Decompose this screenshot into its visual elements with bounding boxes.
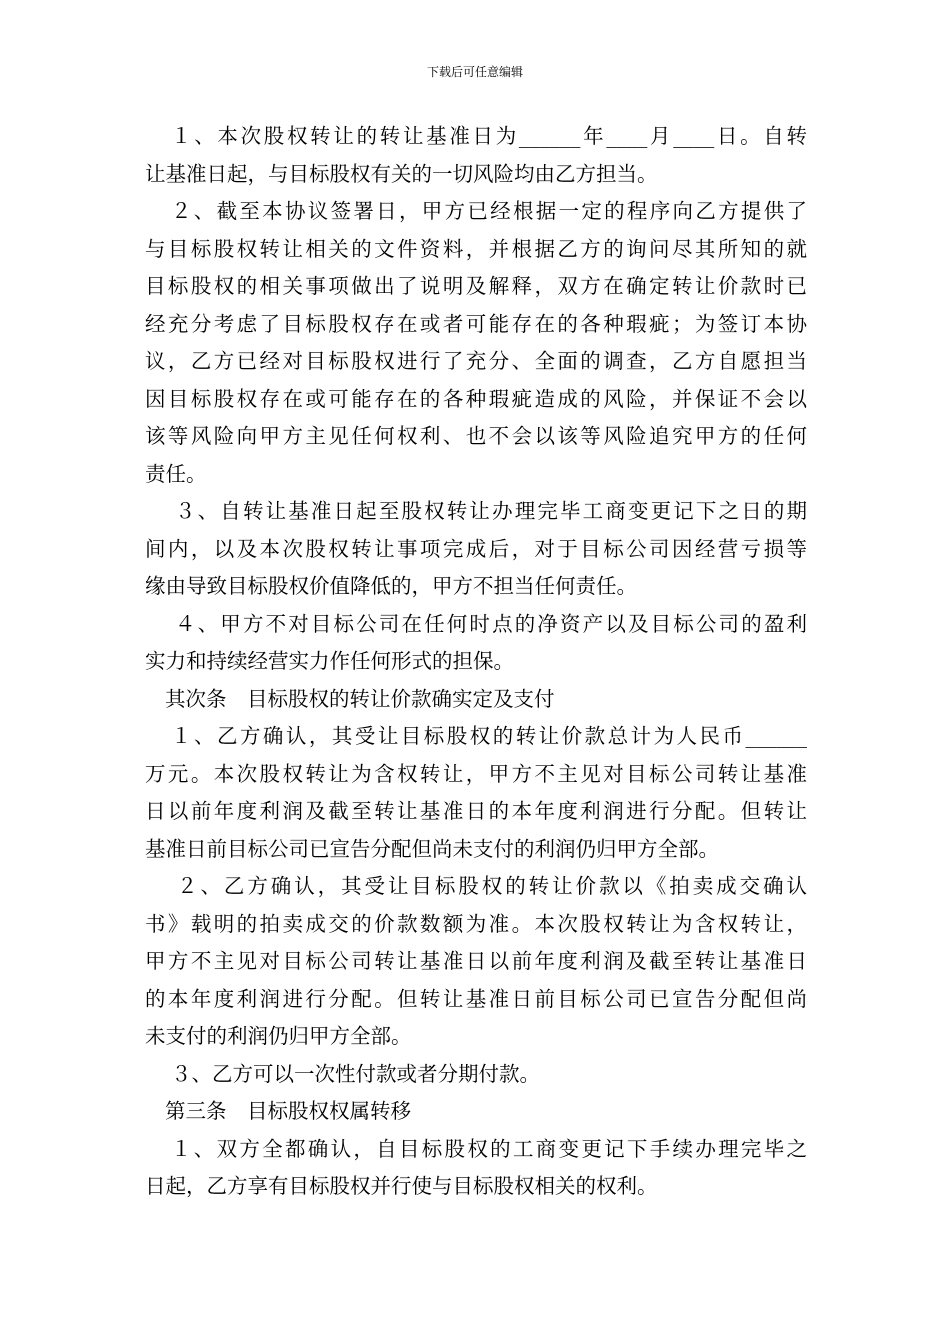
page-header-note: 下载后可任意编辑 [426,65,523,79]
clause-1-paragraph-2 [145,193,807,493]
text-line: 责任。 [145,461,207,486]
text-line: 让基准日起，与目标股权有关的一切风险均由乙方担当。 [145,161,658,186]
text-line: 实力和持续经营实力作任何形式的担保。 [145,649,514,673]
text-line: ３、乙方可以一次性付款或者分期付款。 [171,1061,540,1086]
text-line: ４、甲方不对目标公司在任何时点的净资产以及目标公司的盈利 [175,611,807,636]
document-body [145,118,807,1206]
text-line: 缘由导致目标股权价值降低的，甲方不担当任何责任。 [145,574,637,598]
text-line: 因目标股权存在或可能存在的各种瑕疵造成的风险，并保证不会以 [145,386,807,411]
text-line: 未支付的利润仍归甲方全部。 [145,1024,412,1048]
text-line: 基准日前目标公司已宣告分配但尚未支付的利润仍归甲方全部。 [145,836,719,861]
text-line: １、乙方确认，其受让目标股权的转让价款总计为人民币______ [171,724,807,748]
text-line: 该等风险向甲方主见任何权利、也不会以该等风险追究甲方的任何 [145,424,807,448]
clause-2-paragraph-1 [145,718,807,868]
section-heading: 其次条 目标股权的转让价款确实定及支付 [165,686,555,711]
text-line: ３、自转让基准日起至股权转让办理完毕工商变更记下之日的期 [175,499,807,523]
text-line: 日起，乙方享有目标股权并行使与目标股权相关的权利。 [145,1174,658,1198]
text-line: 的本年度利润进行分配。但转让基准日前目标公司已宣告分配但尚 [145,986,807,1011]
clause-1-paragraph-4 [145,606,807,681]
text-line: ２、截至本协议签署日，甲方已经根据一定的程序向乙方提供了 [171,199,807,223]
clause-1-paragraph-1 [145,118,807,193]
text-line: 万元。本次股权转让为含权转让，甲方不主见对目标公司转让基准 [145,761,807,786]
text-line: 议，乙方已经对目标股权进行了充分、全面的调查，乙方自愿担当 [145,349,807,373]
clause-2-paragraph-3 [145,1056,807,1094]
text-line: 间内，以及本次股权转让事项完成后，对于目标公司因经营亏损等 [145,536,807,561]
clause-1-paragraph-3 [145,493,807,606]
text-line: 日以前年度利润及截至转让基准日的本年度利润进行分配。但转让 [145,799,807,823]
text-line: １、双方全都确认，自目标股权的工商变更记下手续办理完毕之 [171,1136,807,1161]
article-3-heading [145,1093,807,1131]
text-line: ２、乙方确认，其受让目标股权的转让价款以《拍卖成交确认 [177,874,807,898]
text-line: 甲方不主见对目标公司转让基准日以前年度利润及截至转让基准日 [145,949,807,973]
clause-2-paragraph-2 [145,868,807,1056]
text-line: １、本次股权转让的转让基准日为______年____月____日。自转 [171,124,807,148]
text-line: 与目标股权转让相关的文件资料，并根据乙方的询问尽其所知的就 [145,236,807,261]
text-line: 目标股权的相关事项做出了说明及解释，双方在确定转让价款时已 [145,274,807,298]
text-line: 书》载明的拍卖成交的价款数额为准。本次股权转让为含权转让， [145,911,807,936]
text-line: 经充分考虑了目标股权存在或者可能存在的各种瑕疵；为签订本协 [145,311,807,336]
section-heading: 第三条 目标股权权属转移 [165,1099,411,1123]
clause-3-paragraph-1 [145,1131,807,1206]
article-2-heading [145,681,807,719]
